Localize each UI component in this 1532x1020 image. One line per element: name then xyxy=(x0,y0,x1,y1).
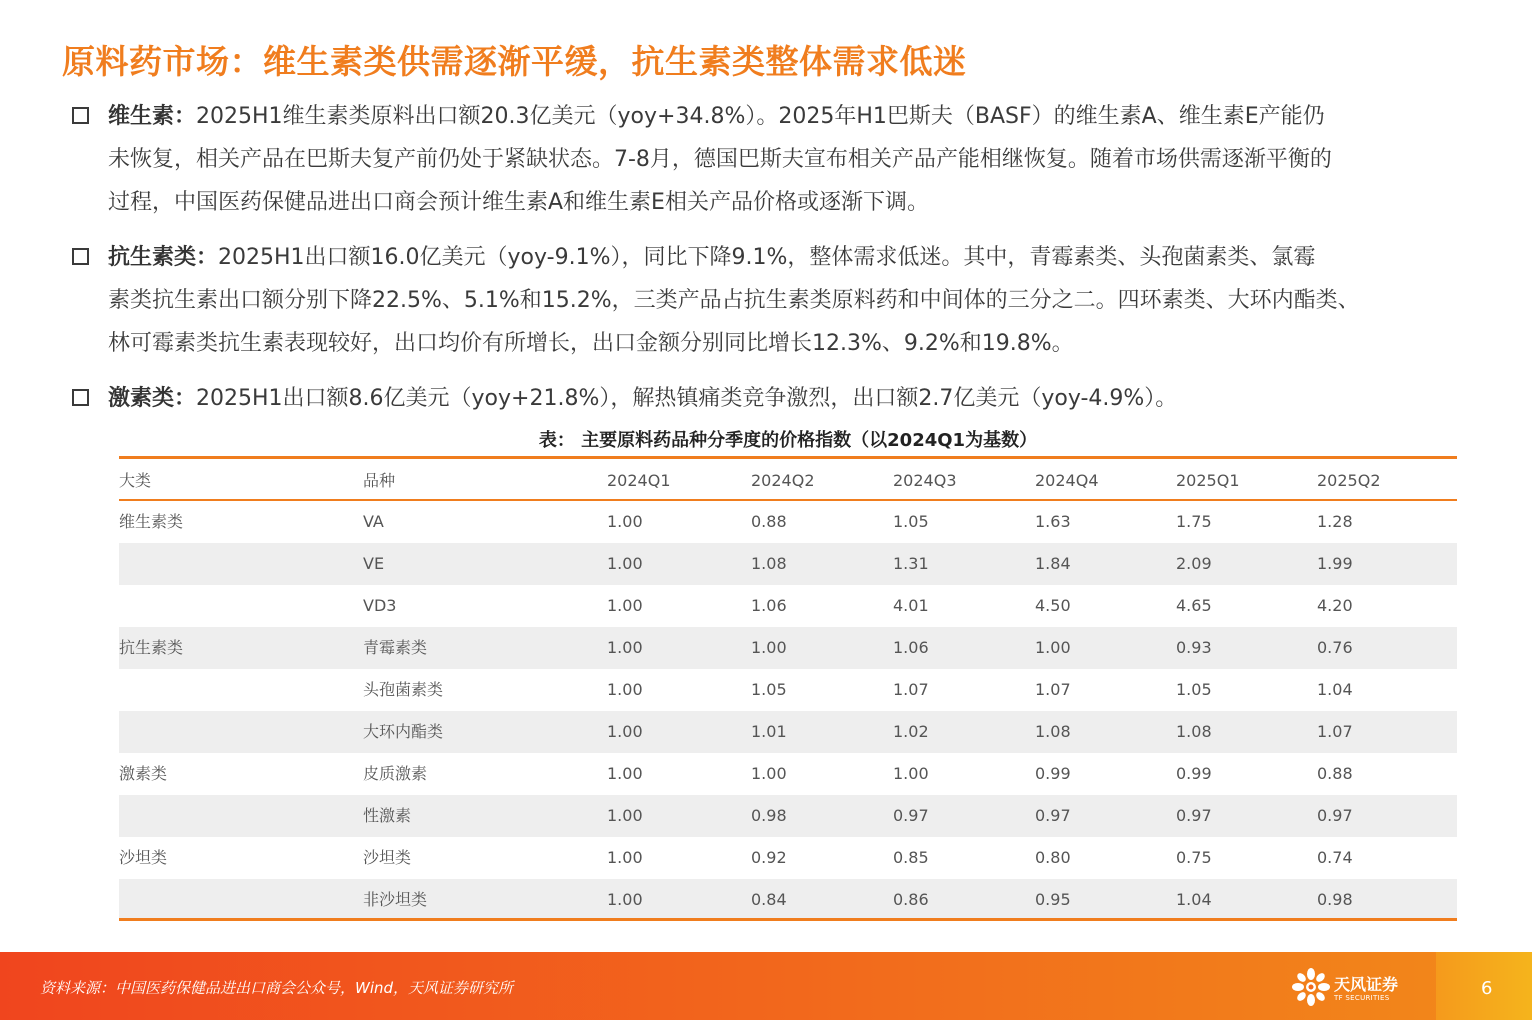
table-cell: 青霉素类 xyxy=(363,638,428,657)
square-bullet-icon xyxy=(72,248,89,265)
logo-text-en: TF SECURITIES xyxy=(1334,994,1390,1002)
bullet-antibiotics xyxy=(72,236,1472,365)
table-cell: 1.07 xyxy=(1317,722,1353,741)
table-cell: 1.75 xyxy=(1176,512,1212,531)
table-cell: 0.97 xyxy=(1317,806,1353,825)
table-row xyxy=(119,501,1457,543)
header-cell: 2025Q1 xyxy=(1176,471,1240,490)
bullet-line: 林可霉素类抗生素表现较好，出口均价有所增长，出口金额分别同比增长12.3%、9.2%和19.8%。 xyxy=(108,331,1074,356)
table-cell: 1.05 xyxy=(1176,680,1212,699)
table-row xyxy=(119,711,1457,753)
header-cell: 2024Q1 xyxy=(607,471,671,490)
table-cell: 0.88 xyxy=(1317,764,1353,783)
table-cell: 1.07 xyxy=(893,680,929,699)
table-cell: 2.09 xyxy=(1176,554,1212,573)
bullet-label: 抗生素类： xyxy=(108,245,219,270)
table-row xyxy=(119,627,1457,669)
table-cell: 1.00 xyxy=(607,764,643,783)
table-row xyxy=(119,753,1457,795)
table-cell: 1.01 xyxy=(751,722,787,741)
table-header-row xyxy=(119,459,1457,501)
table-cell: VD3 xyxy=(363,596,397,615)
table-cell: 1.08 xyxy=(751,554,787,573)
bullet-line xyxy=(108,377,1472,420)
table-cell: 1.99 xyxy=(1317,554,1353,573)
table-cell: 4.65 xyxy=(1176,596,1212,615)
bullet-line: 素类抗生素出口额分别下降22.5%、5.1%和15.2%，三类产品占抗生素类原料药和中间体的三分之二。四环素类、大环内酯类、 xyxy=(108,288,1360,313)
bullet-hormones xyxy=(72,377,1472,420)
square-bullet-icon xyxy=(72,389,89,406)
table-cell: 性激素 xyxy=(363,806,412,825)
table-cell: 0.97 xyxy=(1035,806,1071,825)
table-cell: 1.00 xyxy=(607,806,643,825)
table-row xyxy=(119,543,1457,585)
table-cell: 1.08 xyxy=(1035,722,1071,741)
table-cell: 1.06 xyxy=(751,596,787,615)
bullet-line xyxy=(108,236,1472,279)
table-cell: 1.00 xyxy=(607,596,643,615)
bullet-label: 激素类： xyxy=(108,386,197,411)
table-row xyxy=(119,795,1457,837)
table-cell: 1.06 xyxy=(893,638,929,657)
table-cell: 1.00 xyxy=(751,638,787,657)
table-row xyxy=(119,585,1457,627)
bullet-list xyxy=(72,95,1472,432)
table-cell: 1.00 xyxy=(607,638,643,657)
table-cell: 1.00 xyxy=(607,554,643,573)
table-cell: 沙坦类 xyxy=(363,848,412,867)
table-cell: 0.97 xyxy=(1176,806,1212,825)
table-cell: 0.75 xyxy=(1176,848,1212,867)
table-cell: 皮质激素 xyxy=(363,764,428,783)
table-cell: 4.20 xyxy=(1317,596,1353,615)
table-cell: 激素类 xyxy=(119,764,168,783)
logo-text-cn: 天风证券 xyxy=(1334,975,1399,994)
table-cell: 1.02 xyxy=(893,722,929,741)
bullet-text: 2025H1出口额8.6亿美元（yoy+21.8%），解热镇痛类竞争激烈，出口额2.7亿美元（yoy-4.9%）。 xyxy=(196,386,1178,411)
bullet-line xyxy=(108,95,1472,138)
source-note: 资料来源：中国医药保健品进出口商会公众号，Wind，天风证券研究所 xyxy=(40,979,514,997)
table-cell: 1.05 xyxy=(893,512,929,531)
table-cell: VE xyxy=(363,554,385,573)
bullet-line: 未恢复，相关产品在巴斯夫复产前仍处于紧缺状态。7-8月，德国巴斯夫宣布相关产品产能相继恢复。随着市场供需逐渐平衡的 xyxy=(108,147,1332,172)
page-number: 6 xyxy=(1481,978,1493,999)
flower-logo-icon xyxy=(1292,968,1330,1006)
price-index-table xyxy=(119,456,1457,921)
table-cell: VA xyxy=(363,512,384,531)
table-row xyxy=(119,879,1457,921)
table-cell: 1.00 xyxy=(607,512,643,531)
table-row xyxy=(119,837,1457,879)
table-cell: 1.00 xyxy=(607,848,643,867)
page-title: 原料药市场：维生素类供需逐渐平缓，抗生素类整体需求低迷 xyxy=(62,42,967,81)
table-cell: 1.08 xyxy=(1176,722,1212,741)
table-cell: 1.00 xyxy=(1035,638,1071,657)
table-cell: 0.97 xyxy=(893,806,929,825)
table-cell: 0.80 xyxy=(1035,848,1071,867)
table-caption: 表： 主要原料药品种分季度的价格指数（以2024Q1为基数） xyxy=(538,430,1038,451)
table-row xyxy=(119,669,1457,711)
bullet-line: 过程，中国医药保健品进出口商会预计维生素A和维生素E相关产品价格或逐渐下调。 xyxy=(108,190,929,215)
table-cell: 1.07 xyxy=(1035,680,1071,699)
table-cell: 0.85 xyxy=(893,848,929,867)
table-cell: 0.99 xyxy=(1176,764,1212,783)
table-cell: 头孢菌素类 xyxy=(363,680,444,699)
table-cell: 4.01 xyxy=(893,596,929,615)
table-cell: 0.86 xyxy=(893,890,929,909)
table-cell: 1.63 xyxy=(1035,512,1071,531)
table-cell: 大环内酯类 xyxy=(363,722,444,741)
bullet-text: 2025H1出口额16.0亿美元（yoy-9.1%），同比下降9.1%，整体需求低迷。其中，青霉素类、头孢菌素类、氯霉 xyxy=(218,245,1316,270)
table-cell: 0.92 xyxy=(751,848,787,867)
table-cell: 抗生素类 xyxy=(119,638,184,657)
table-cell: 维生素类 xyxy=(119,512,184,531)
header-cell: 2024Q4 xyxy=(1035,471,1099,490)
table-cell: 1.05 xyxy=(751,680,787,699)
table-cell: 1.84 xyxy=(1035,554,1071,573)
table-cell: 1.04 xyxy=(1317,680,1353,699)
table-cell: 1.04 xyxy=(1176,890,1212,909)
table-cell: 0.88 xyxy=(751,512,787,531)
table-cell: 1.00 xyxy=(607,722,643,741)
header-cell: 品种 xyxy=(363,471,396,490)
header-cell: 2024Q3 xyxy=(893,471,957,490)
table-cell: 1.00 xyxy=(607,890,643,909)
table-cell: 4.50 xyxy=(1035,596,1071,615)
table-cell: 0.84 xyxy=(751,890,787,909)
table-cell: 非沙坦类 xyxy=(363,890,428,909)
table-cell: 0.98 xyxy=(751,806,787,825)
table-cell: 0.76 xyxy=(1317,638,1353,657)
bullet-text: 2025H1维生素类原料出口额20.3亿美元（yoy+34.8%）。2025年H1巴斯夫（BASF）的维生素A、维生素E产能仍 xyxy=(196,104,1325,129)
table-cell: 1.00 xyxy=(607,680,643,699)
table-cell: 0.95 xyxy=(1035,890,1071,909)
table-cell: 0.74 xyxy=(1317,848,1353,867)
table-cell: 0.93 xyxy=(1176,638,1212,657)
tf-securities-logo xyxy=(1292,966,1442,1008)
table-cell: 1.31 xyxy=(893,554,929,573)
header-cell: 2025Q2 xyxy=(1317,471,1381,490)
table-cell: 0.98 xyxy=(1317,890,1353,909)
table-cell: 0.99 xyxy=(1035,764,1071,783)
bullet-label: 维生素： xyxy=(108,104,197,129)
table-cell: 1.00 xyxy=(893,764,929,783)
table-cell: 1.28 xyxy=(1317,512,1353,531)
table-cell: 沙坦类 xyxy=(119,848,168,867)
footer-bar xyxy=(0,952,1532,1020)
header-cell: 2024Q2 xyxy=(751,471,815,490)
bullet-vitamins xyxy=(72,95,1472,224)
header-cell: 大类 xyxy=(119,471,152,490)
square-bullet-icon xyxy=(72,107,89,124)
table-cell: 1.00 xyxy=(751,764,787,783)
